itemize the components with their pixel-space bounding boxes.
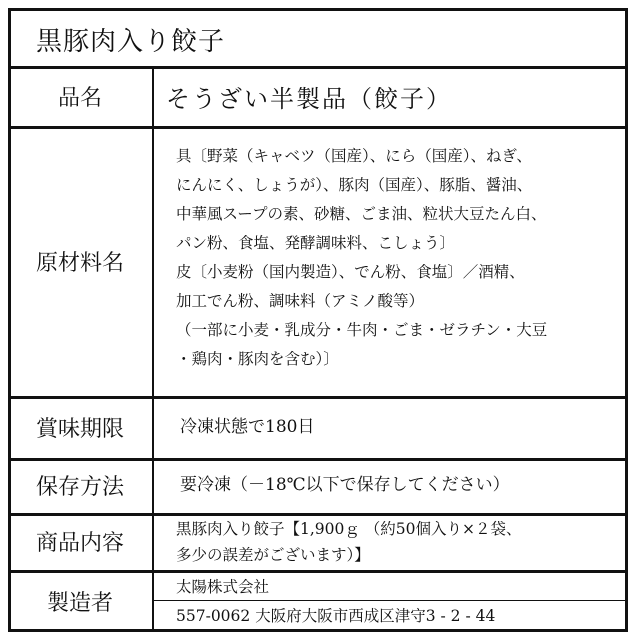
ingredients-line: （一部に小麦・乳成分・牛肉・ごま・ゼラチン・大豆 — [176, 321, 548, 339]
storage-label: 保存方法 — [35, 475, 124, 500]
contents-line: 黒豚肉入り餃子【1,900ｇ （約50個入り×２袋、 — [176, 520, 522, 538]
ingredients-line: 加工でん粉、調味料（アミノ酸等） — [176, 292, 425, 310]
manufacturer-company: 太陽株式会社 — [176, 578, 270, 596]
contents-line: 多少の誤差がございます）】 — [176, 546, 370, 564]
product-name-value: そうざい半製品（餃子） — [166, 84, 452, 113]
manufacturer-label: 製造者 — [46, 590, 113, 616]
product-name-label: 品名 — [57, 85, 102, 111]
ingredients-line: にんにく、しょうが）、豚肉（国産）、豚脂、醤油、 — [176, 176, 533, 194]
manufacturer-address: 557-0062 大阪府大阪市西成区津守3 - 2 - 44 — [176, 607, 496, 625]
ingredients-line: 中華風スープの素、砂糖、ごま油、粒状大豆たん白、 — [176, 205, 547, 223]
column-divider — [152, 66, 154, 632]
ingredients-line: ・鶏肉・豚肉を含む）〕 — [176, 350, 339, 368]
ingredients-label: 原材料名 — [35, 250, 124, 276]
best-before-label: 賞味期限 — [35, 416, 124, 442]
manufacturer-divider — [154, 600, 628, 601]
ingredients-line: 具〔野菜（キャベツ（国産）、にら（国産）、ねぎ、 — [176, 147, 532, 165]
ingredients-list — [176, 142, 616, 374]
ingredients-line: パン粉、食塩、発酵調味料、こしょう〕 — [176, 234, 456, 252]
best-before-value: 冷凍状態で180日 — [180, 416, 315, 437]
product-title: 黒豚肉入り餃子 — [36, 26, 226, 57]
storage-value: 要冷凍（－18℃以下で保存してください） — [180, 475, 510, 495]
contents-label: 商品内容 — [35, 531, 124, 556]
ingredients-line: 皮〔小麦粉（国内製造）、でん粉、食塩〕／酒精、 — [176, 263, 525, 281]
